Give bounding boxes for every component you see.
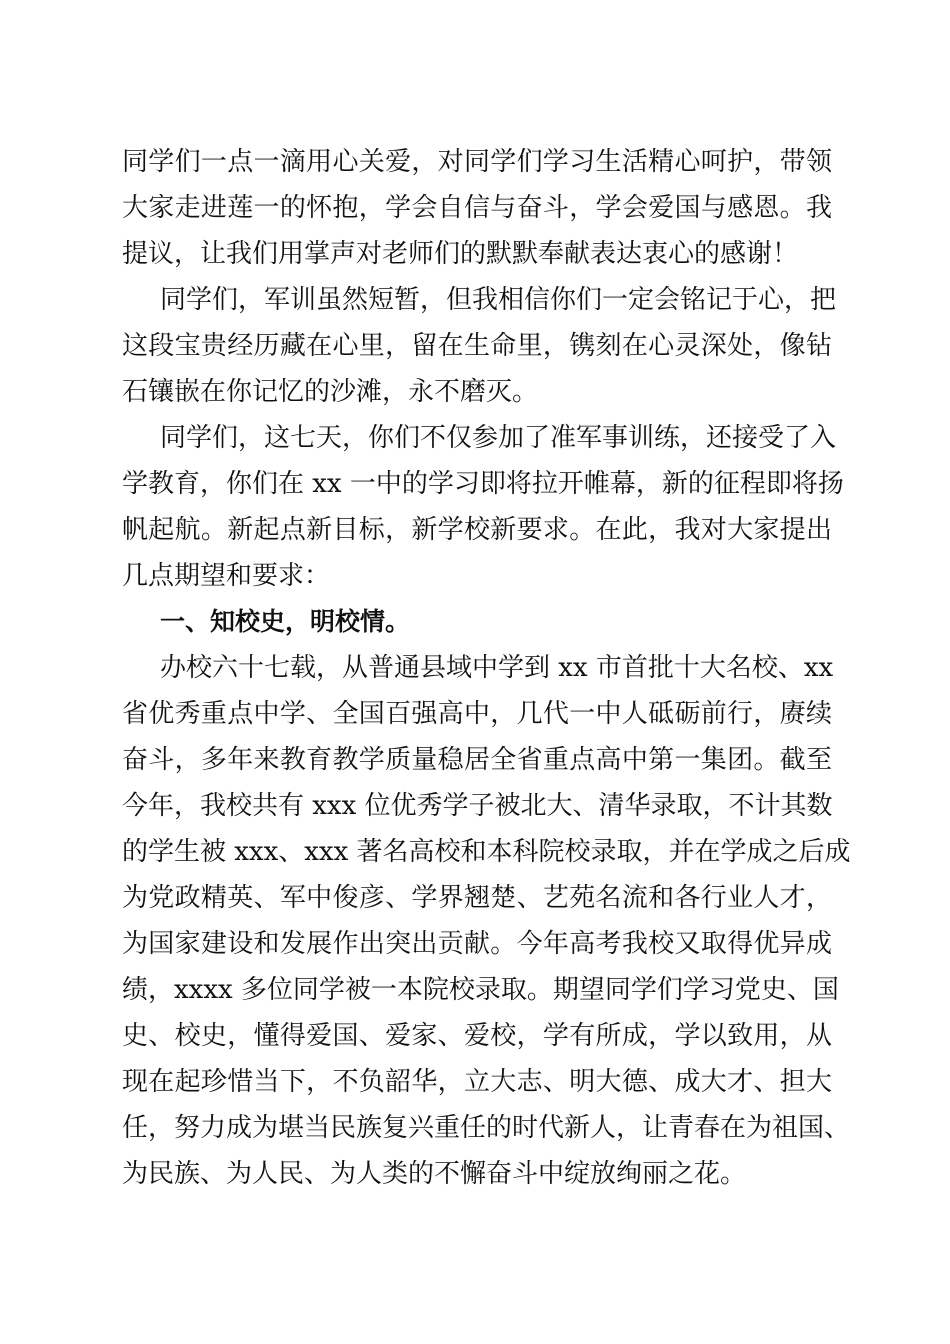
paragraph-line: 办校六十七载，从普通县域中学到 xx 市首批十大名校、xx	[160, 653, 834, 683]
paragraph-line: 同学们，这七天，你们不仅参加了准军事训练，还接受了入	[160, 423, 837, 453]
paragraph-line: 任，努力成为堪当民族复兴重任的时代新人，让青春在为祖国、	[122, 1113, 851, 1143]
paragraph-line: 为党政精英、军中俊彦、学界翘楚、艺苑名流和各行业人才，	[122, 883, 832, 913]
paragraph-line: 奋斗，多年来教育教学质量稳居全省重点高中第一集团。截至	[122, 745, 832, 775]
paragraph-line: 这段宝贵经历藏在心里，留在生命里，镌刻在心灵深处，像钻	[122, 331, 832, 361]
paragraph-line: 的学生被 xxx、xxx 著名高校和本科院校录取，并在学成之后成	[122, 837, 851, 867]
paragraph-line: 为国家建设和发展作出突出贡献。今年高考我校又取得优异成	[122, 929, 832, 959]
paragraph-line: 大家走进莲一的怀抱，学会自信与奋斗，学会爱国与感恩。我	[122, 193, 832, 223]
paragraph-line: 今年，我校共有 xxx 位优秀学子被北大、清华录取，不计其数	[122, 791, 833, 821]
paragraph-line: 为民族、为人民、为人类的不懈奋斗中绽放绚丽之花。	[122, 1159, 747, 1189]
paragraph-line: 石镶嵌在你记忆的沙滩，永不磨灭。	[122, 377, 539, 407]
paragraph-line: 几点期望和要求：	[122, 561, 331, 591]
paragraph-line: 学教育，你们在 xx 一中的学习即将拉开帷幕，新的征程即将扬	[122, 469, 844, 499]
paragraph-line: 帆起航。新起点新目标，新学校新要求。在此，我对大家提出	[122, 515, 832, 545]
paragraph-line: 现在起珍惜当下，不负韶华，立大志、明大德、成大才、担大	[122, 1067, 832, 1097]
paragraph-line: 绩，xxxx 多位同学被一本院校录取。期望同学们学习党史、国	[122, 975, 839, 1005]
paragraph-line: 同学们一点一滴用心关爱，对同学们学习生活精心呵护，带领	[122, 147, 832, 177]
section-heading: 一、知校史，明校情。	[160, 607, 411, 636]
paragraph-line: 史、校史，懂得爱国、爱家、爱校，学有所成，学以致用，从	[122, 1021, 832, 1051]
paragraph-line: 提议，让我们用掌声对老师们的默默奉献表达衷心的感谢！	[122, 239, 799, 269]
paragraph-line: 省优秀重点中学、全国百强高中，几代一中人砥砺前行，赓续	[122, 699, 832, 729]
paragraph-line: 同学们，军训虽然短暂，但我相信你们一定会铭记于心，把	[160, 285, 837, 315]
